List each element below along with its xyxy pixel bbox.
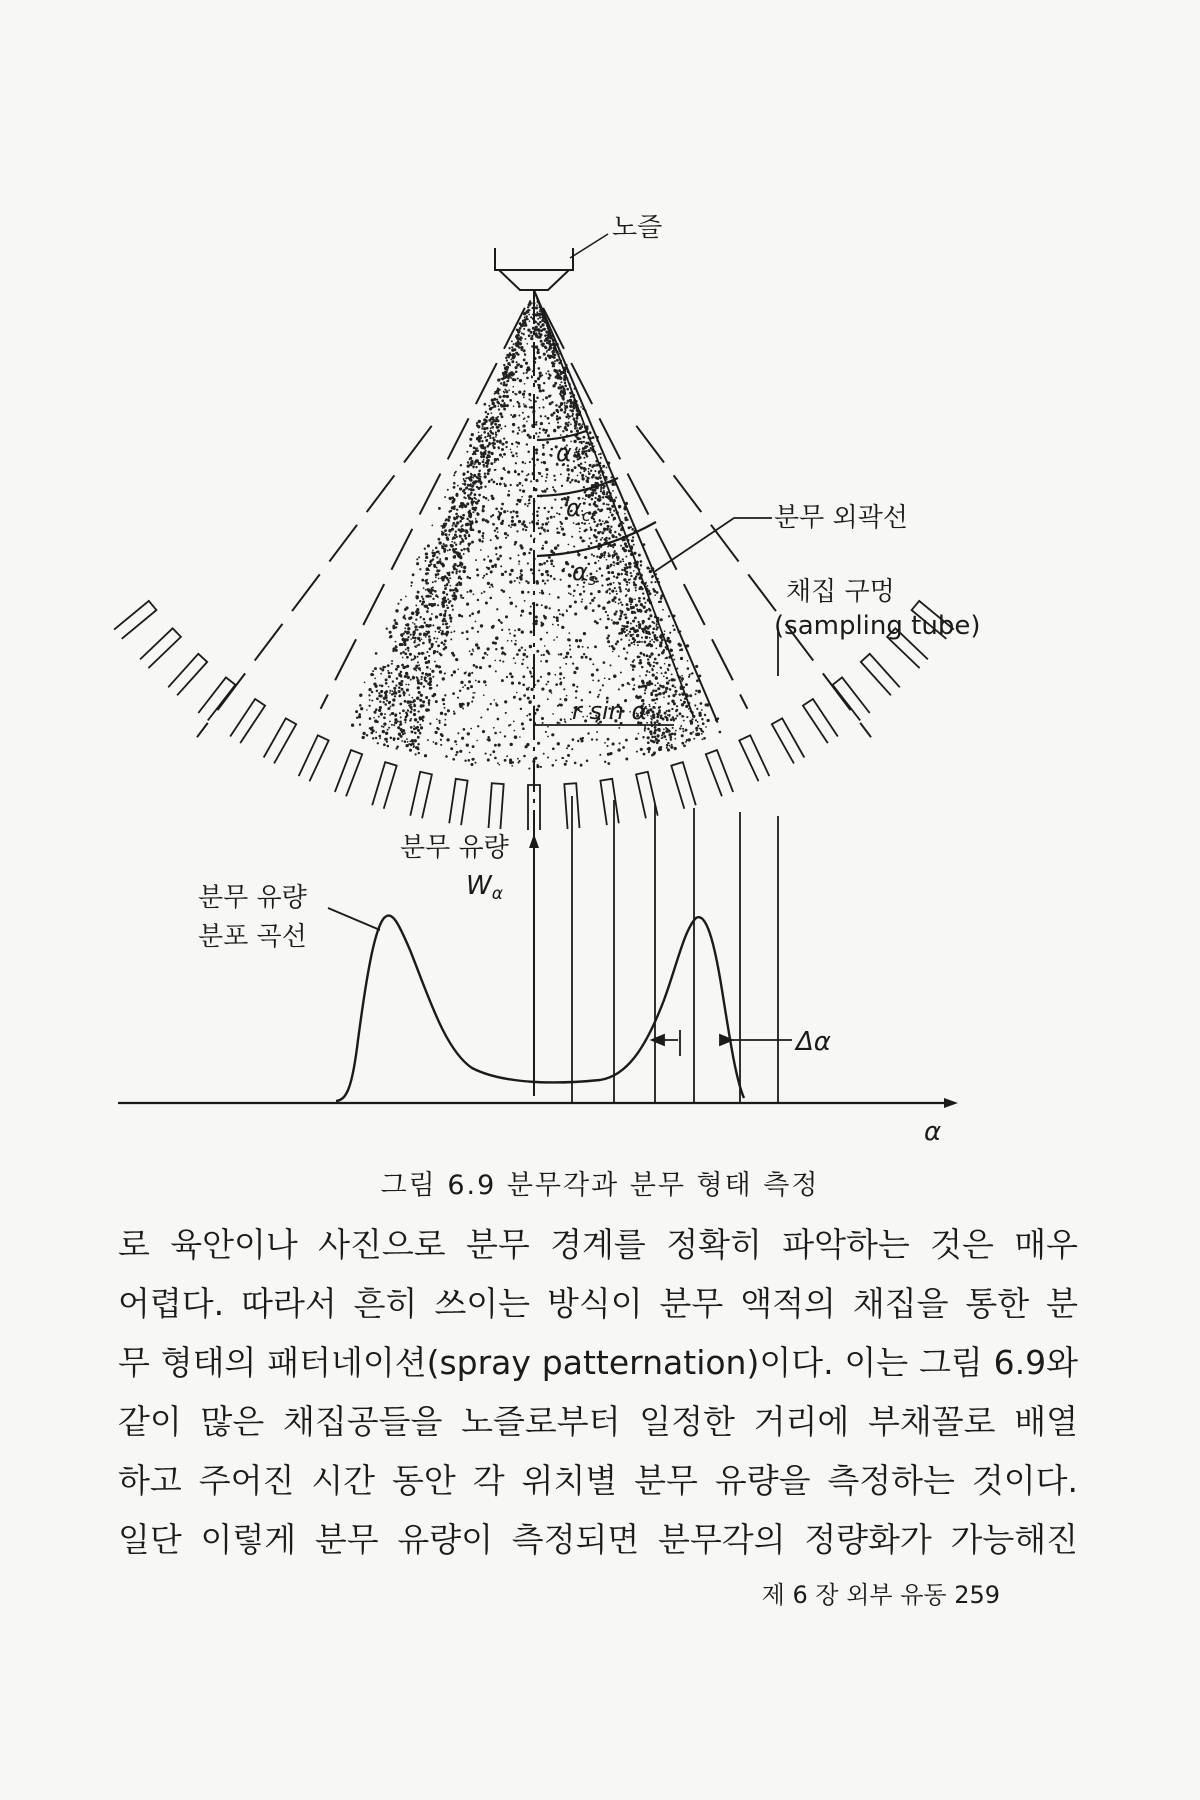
alpha-c-label: $\alpha_c$ — [566, 494, 591, 525]
flow-rate-symbol: Wα — [466, 871, 503, 904]
alpha-label: α — [556, 439, 572, 467]
body-paragraph — [118, 1215, 1078, 1569]
r-sin-alpha-label: r sin α — [572, 697, 648, 725]
body-line: 일단 이렇게 분무 유량이 측정되면 분무각의 정량화가 가능해진 — [118, 1520, 1078, 1559]
sampling-tube-label: (sampling tube) — [774, 611, 981, 641]
body-line: 로 육안이나 사진으로 분무 경계를 정확히 파악하는 것은 매우 — [118, 1225, 1078, 1264]
page-footer: 제 6 장 외부 유동 259 — [761, 1581, 1000, 1609]
body-line: 하고 주어진 시간 동안 각 위치별 분무 유량을 측정하는 것이다. — [118, 1461, 1078, 1500]
nozzle-leader-line — [570, 234, 608, 258]
delta-alpha-dimension — [652, 1030, 792, 1056]
flow-distribution-curve — [336, 916, 744, 1101]
flow-rate-axis-label: 분무 유량 — [400, 833, 509, 863]
angle-axis-label: α — [924, 1117, 942, 1147]
spray-cone-stipple — [351, 299, 721, 770]
angle-axis-arrow — [944, 1098, 958, 1108]
curve-label-leader-line — [328, 908, 380, 930]
body-line: 무 형태의 패터네이션(spray patternation)이다. 이는 그림 6.9와 — [118, 1343, 1078, 1382]
curve-label-line-2: 분포 곡선 — [198, 922, 307, 952]
curve-label-line-1: 분무 유량 — [198, 883, 307, 913]
alpha-s-label: $\alpha_s$ — [572, 558, 597, 589]
alpha-s-arc — [537, 522, 656, 556]
nozzle — [495, 248, 573, 290]
body-line: 같이 많은 채집공들을 노즐로부터 일정한 거리에 부채꼴로 배열 — [118, 1402, 1078, 1441]
sampling-hole-label: 채집 구멍 — [786, 577, 895, 607]
delta-alpha-label: Δα — [796, 1027, 831, 1057]
body-line: 어렵다. 따라서 흔히 쓰이는 방식이 분무 액적의 채집을 통한 분 — [118, 1284, 1078, 1323]
spray-edge-label: 분무 외곽선 — [774, 503, 908, 533]
flow-rate-axis-arrow — [529, 834, 539, 848]
sampling-projection-lines — [572, 796, 778, 1103]
figure-caption: 그림 6.9 분무각과 분무 형태 측정 — [380, 1170, 820, 1201]
nozzle-label: 노즐 — [612, 213, 663, 243]
